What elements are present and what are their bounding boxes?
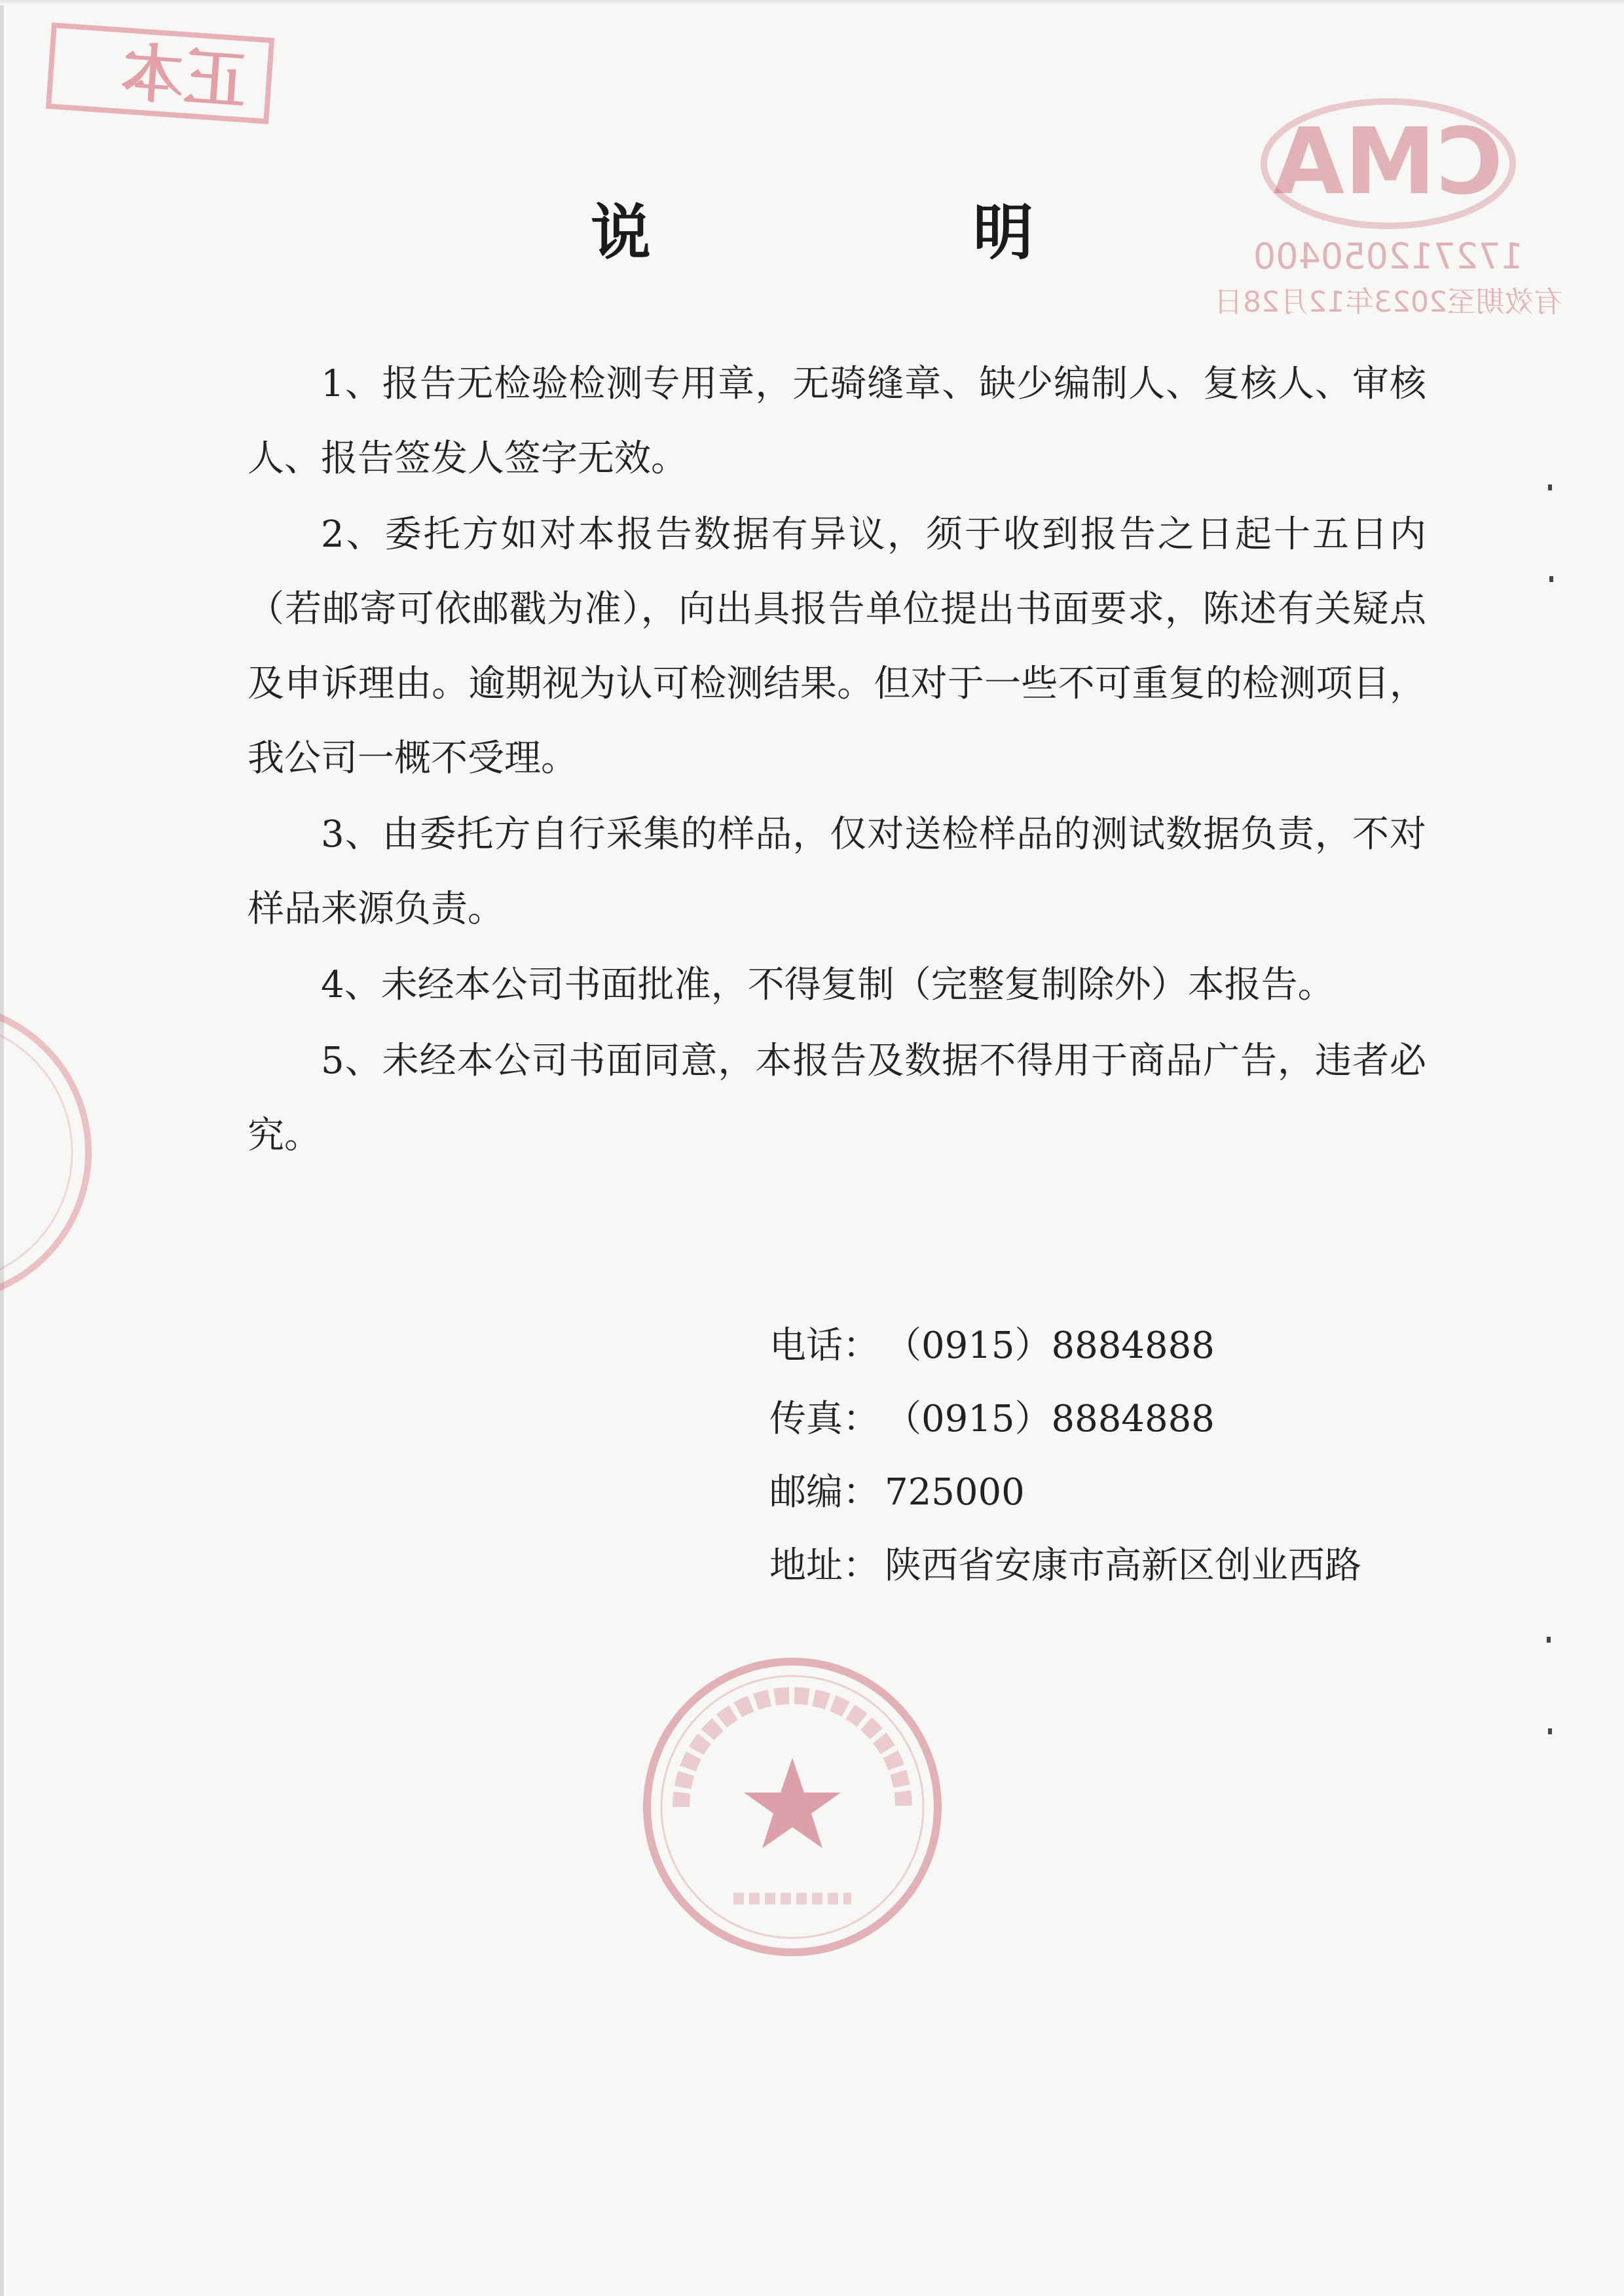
note-item: 2、委托方如对本报告数据有异议，须于收到报告之日起十五日内（若邮寄可依邮戳为准），向出具报告单位提出书面要求，陈述有关疑点及申诉理由。逾期视为认可检测结果。但对于一些不可重复的检测项目，我公司一概不受理。	[248, 513, 1426, 780]
address-value: 陕西省安康市高新区创业西路	[885, 1544, 1361, 1587]
address-label: 地址：	[769, 1544, 879, 1587]
phone-row	[769, 1309, 1361, 1383]
scan-artifact	[1548, 1728, 1552, 1734]
note-item: 1、报告无检验检测专用章，无骑缝章、缺少编制人、复核人、审核人、报告签发人签字无效。	[248, 363, 1426, 480]
address-row	[769, 1529, 1361, 1603]
star-icon	[744, 1758, 841, 1848]
fax-value: （0915）8884888	[885, 1398, 1215, 1440]
page-title: 说 明	[590, 197, 1164, 268]
cma-mark-text: CMA	[1273, 109, 1504, 215]
company-seal	[635, 1650, 950, 1964]
scan-artifact	[1547, 1637, 1551, 1643]
fax-row	[769, 1383, 1361, 1456]
cma-validity: 有效期至2023年12月28日	[1214, 285, 1562, 319]
note-item: 4、未经本公司书面批准，不得复制（完整复制除外）本报告。	[321, 964, 1335, 1006]
phone-value: （0915）8884888	[885, 1324, 1215, 1367]
fax-label: 传真：	[769, 1398, 879, 1440]
postcode-row	[769, 1456, 1361, 1529]
partial-seal	[0, 995, 98, 1309]
stamp-text: 正本	[119, 35, 249, 118]
scan-artifact	[1548, 484, 1552, 490]
scan-shadow	[0, 0, 1624, 5]
original-copy-stamp	[45, 20, 276, 127]
note-item: 5、未经本公司书面同意，本报告及数据不得用于商品广告，违者必究。	[248, 1040, 1426, 1157]
notes-list	[248, 347, 1426, 1175]
note-item: 3、由委托方自行采集的样品，仅对送检样品的测试数据负责，不对样品来源负责。	[248, 813, 1426, 930]
scan-artifact	[1549, 576, 1553, 582]
postcode-value: 725000	[885, 1471, 1025, 1514]
phone-label: 电话：	[769, 1324, 879, 1367]
postcode-label: 邮编：	[769, 1471, 879, 1514]
cma-number: 172712050400	[1253, 236, 1524, 277]
contact-info	[769, 1309, 1361, 1603]
